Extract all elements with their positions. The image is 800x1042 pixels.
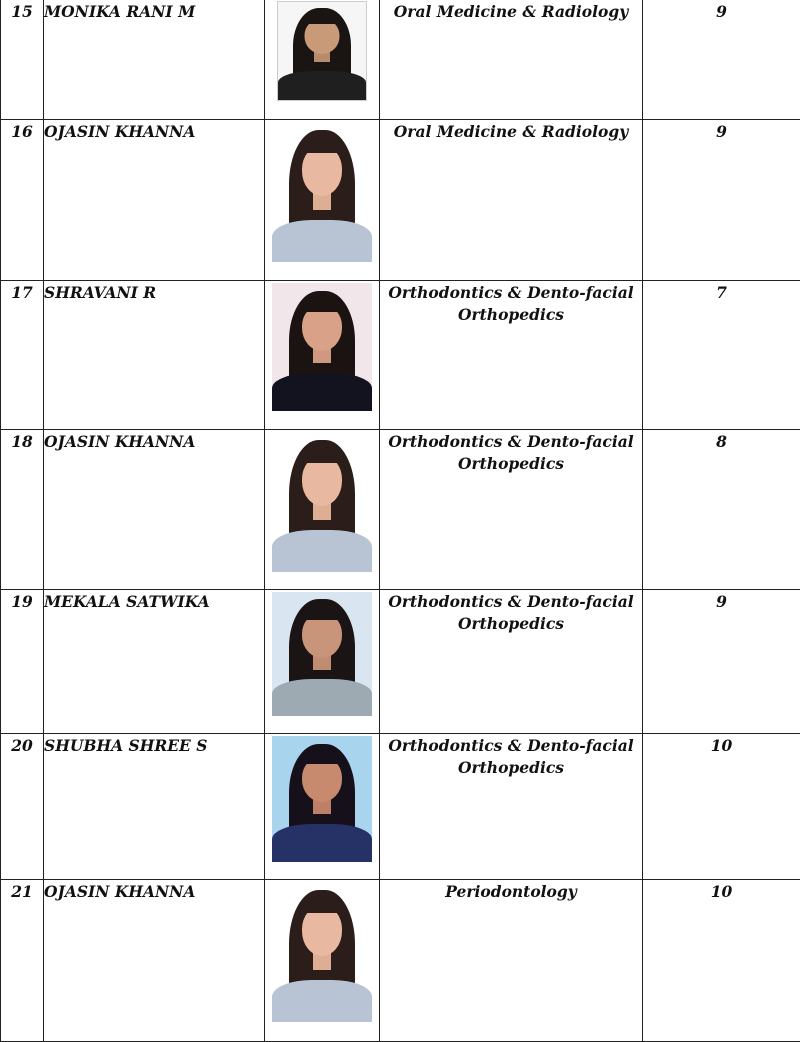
candidate-photo-cell — [265, 120, 380, 281]
table-row — [1, 430, 800, 590]
score-cell — [643, 281, 800, 430]
candidate-photo — [272, 283, 372, 411]
candidate-name: SHRAVANI R — [44, 281, 156, 304]
table-row — [1, 590, 800, 734]
table-row — [1, 734, 800, 880]
department-cell — [380, 880, 643, 1042]
score-cell — [643, 430, 800, 590]
candidate-name-cell — [44, 590, 265, 734]
candidate-name: OJASIN KHANNA — [44, 120, 195, 143]
photo-face — [302, 146, 342, 196]
photo-clothing — [278, 71, 366, 100]
photo-hairline — [300, 297, 345, 312]
table-row — [1, 281, 800, 430]
score-cell — [643, 880, 800, 1042]
score-cell — [643, 734, 800, 880]
serial-number-cell — [1, 120, 44, 281]
candidate-photo — [272, 432, 372, 572]
serial-number-cell — [1, 281, 44, 430]
table-row — [1, 880, 800, 1042]
candidate-photo-cell — [265, 734, 380, 880]
serial-number-cell — [1, 430, 44, 590]
candidate-photo — [272, 592, 372, 716]
serial-number: 16 — [11, 120, 33, 143]
candidate-name-cell — [44, 0, 265, 120]
photo-clothing — [272, 373, 372, 411]
serial-number: 20 — [11, 734, 33, 757]
candidate-name: SHUBHA SHREE S — [44, 734, 207, 757]
score: 9 — [716, 0, 727, 23]
candidate-name: MONIKA RANI M — [44, 0, 195, 23]
department-cell — [380, 281, 643, 430]
department-cell — [380, 590, 643, 734]
department-cell — [380, 0, 643, 120]
serial-number-cell — [1, 0, 44, 120]
score: 7 — [716, 281, 727, 304]
serial-number: 18 — [11, 430, 33, 453]
photo-hairline — [303, 13, 342, 24]
serial-number: 21 — [11, 880, 33, 903]
serial-number: 17 — [11, 281, 33, 304]
table-row — [1, 120, 800, 281]
department-cell — [380, 120, 643, 281]
candidate-photo — [277, 1, 367, 101]
serial-number-cell — [1, 880, 44, 1042]
photo-hairline — [300, 897, 345, 913]
candidate-photo-cell — [265, 430, 380, 590]
photo-hairline — [300, 447, 345, 463]
score: 8 — [716, 430, 727, 453]
photo-face — [302, 906, 342, 956]
score: 10 — [711, 880, 733, 903]
candidate-photo-cell — [265, 0, 380, 120]
candidate-name: OJASIN KHANNA — [44, 880, 195, 903]
candidate-photo-cell — [265, 281, 380, 430]
serial-number: 15 — [11, 0, 33, 23]
photo-hairline — [300, 750, 345, 764]
department: Orthodontics & Dento-facial Orthopedics — [380, 590, 642, 635]
candidate-name-cell — [44, 734, 265, 880]
score: 9 — [716, 590, 727, 613]
photo-clothing — [272, 679, 372, 716]
serial-number-cell — [1, 590, 44, 734]
photo-face — [305, 19, 340, 54]
department: Oral Medicine & Radiology — [394, 0, 628, 23]
department-cell — [380, 734, 643, 880]
candidate-name-cell — [44, 880, 265, 1042]
serial-number: 19 — [11, 590, 33, 613]
department-cell — [380, 430, 643, 590]
table-row — [1, 0, 800, 120]
photo-clothing — [272, 220, 372, 262]
department: Oral Medicine & Radiology — [394, 120, 628, 143]
score: 10 — [711, 734, 733, 757]
score: 9 — [716, 120, 727, 143]
photo-hairline — [300, 137, 345, 153]
serial-number-cell — [1, 734, 44, 880]
department: Periodontology — [445, 880, 577, 903]
candidate-name: MEKALA SATWIKA — [44, 590, 210, 613]
department: Orthodontics & Dento-facial Orthopedics — [380, 430, 642, 475]
candidate-name-cell — [44, 430, 265, 590]
score-cell — [643, 590, 800, 734]
candidate-photo — [272, 122, 372, 262]
score-cell — [643, 0, 800, 120]
candidate-photo-cell — [265, 590, 380, 734]
photo-clothing — [272, 824, 372, 862]
photo-hairline — [300, 606, 345, 620]
candidate-name-cell — [44, 120, 265, 281]
department: Orthodontics & Dento-facial Orthopedics — [380, 281, 642, 326]
photo-clothing — [272, 530, 372, 572]
photo-clothing — [272, 980, 372, 1022]
candidate-photo — [272, 736, 372, 862]
department: Orthodontics & Dento-facial Orthopedics — [380, 734, 642, 779]
photo-face — [302, 456, 342, 506]
candidate-photo — [272, 882, 372, 1022]
candidate-name-cell — [44, 281, 265, 430]
candidate-name: OJASIN KHANNA — [44, 430, 195, 453]
score-cell — [643, 120, 800, 281]
candidate-photo-cell — [265, 880, 380, 1042]
